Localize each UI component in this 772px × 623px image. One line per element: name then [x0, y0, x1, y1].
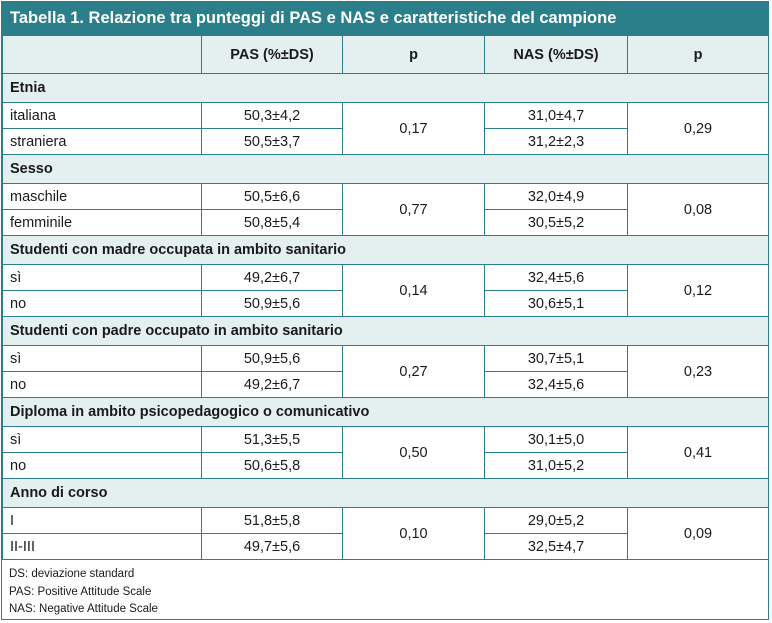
- nas-value: 30,1±5,0: [485, 427, 628, 453]
- header-empty: [3, 36, 202, 74]
- row-label: no: [3, 453, 202, 479]
- pas-value: 50,8±5,4: [202, 210, 343, 236]
- table-row: [3, 508, 769, 534]
- table-row: [3, 184, 769, 210]
- nas-value: 32,4±5,6: [485, 372, 628, 398]
- row-label: sì: [3, 427, 202, 453]
- p-value-nas: 0,09: [628, 508, 769, 560]
- nas-value: 30,6±5,1: [485, 291, 628, 317]
- section-label: Diploma in ambito psicopedagogico o comunicativo: [3, 398, 769, 427]
- pas-value: 50,3±4,2: [202, 103, 343, 129]
- footnote: DS: deviazione standard: [9, 568, 135, 580]
- section-label: Sesso: [3, 155, 769, 184]
- table-row: [3, 265, 769, 291]
- row-label: straniera: [3, 129, 202, 155]
- row-label: no: [3, 291, 202, 317]
- section-row: [3, 398, 769, 427]
- p-value-nas: 0,08: [628, 184, 769, 236]
- results-table: [2, 35, 769, 560]
- section-row: [3, 317, 769, 346]
- row-label: II-III: [3, 534, 202, 560]
- footnote: PAS: Positive Attitude Scale: [9, 585, 152, 598]
- nas-value: 32,4±5,6: [485, 265, 628, 291]
- header-nas: NAS (%±DS): [485, 36, 628, 74]
- pas-value: 50,5±6,6: [202, 184, 343, 210]
- nas-value: 30,5±5,2: [485, 210, 628, 236]
- pas-value: 51,3±5,5: [202, 427, 343, 453]
- p-value-nas: 0,23: [628, 346, 769, 398]
- table-row: [3, 427, 769, 453]
- row-label: maschile: [3, 184, 202, 210]
- header-row: [3, 36, 769, 74]
- table-row: [3, 346, 769, 372]
- p-value-nas: 0,41: [628, 427, 769, 479]
- pas-value: 51,8±5,8: [202, 508, 343, 534]
- section-label: Studenti con madre occupata in ambito sanitario: [3, 236, 769, 265]
- row-label: no: [3, 372, 202, 398]
- header-p-nas: p: [628, 36, 769, 74]
- p-value-nas: 0,12: [628, 265, 769, 317]
- pas-value: 50,9±5,6: [202, 346, 343, 372]
- section-row: [3, 74, 769, 103]
- footnote: NAS: Negative Attitude Scale: [9, 603, 158, 615]
- p-value-pas: 0,10: [343, 508, 485, 560]
- p-value-pas: 0,14: [343, 265, 485, 317]
- table-figure: [1, 1, 769, 620]
- section-label: Etnia: [3, 74, 769, 103]
- nas-value: 31,0±4,7: [485, 103, 628, 129]
- pas-value: 49,2±6,7: [202, 265, 343, 291]
- row-label: sì: [3, 265, 202, 291]
- nas-value: 30,7±5,1: [485, 346, 628, 372]
- table-body: [3, 74, 769, 560]
- nas-value: 29,0±5,2: [485, 508, 628, 534]
- p-value-pas: 0,17: [343, 103, 485, 155]
- table-title: Tabella 1. Relazione tra punteggi di PAS e NAS e caratteristiche del campione: [2, 2, 768, 35]
- section-row: [3, 155, 769, 184]
- header-pas: PAS (%±DS): [202, 36, 343, 74]
- row-label: sì: [3, 346, 202, 372]
- p-value-pas: 0,50: [343, 427, 485, 479]
- p-value-pas: 0,77: [343, 184, 485, 236]
- section-row: [3, 479, 769, 508]
- footnotes: [2, 560, 768, 619]
- row-label: I: [3, 508, 202, 534]
- pas-value: 49,7±5,6: [202, 534, 343, 560]
- table-row: [3, 103, 769, 129]
- section-row: [3, 236, 769, 265]
- pas-value: 50,6±5,8: [202, 453, 343, 479]
- section-label: Anno di corso: [3, 479, 769, 508]
- header-p-pas: p: [343, 36, 485, 74]
- pas-value: 49,2±6,7: [202, 372, 343, 398]
- nas-value: 32,0±4,9: [485, 184, 628, 210]
- section-label: Studenti con padre occupato in ambito sanitario: [3, 317, 769, 346]
- row-label: femminile: [3, 210, 202, 236]
- pas-value: 50,9±5,6: [202, 291, 343, 317]
- p-value-nas: 0,29: [628, 103, 769, 155]
- nas-value: 32,5±4,7: [485, 534, 628, 560]
- row-label: italiana: [3, 103, 202, 129]
- nas-value: 31,2±2,3: [485, 129, 628, 155]
- p-value-pas: 0,27: [343, 346, 485, 398]
- pas-value: 50,5±3,7: [202, 129, 343, 155]
- nas-value: 31,0±5,2: [485, 453, 628, 479]
